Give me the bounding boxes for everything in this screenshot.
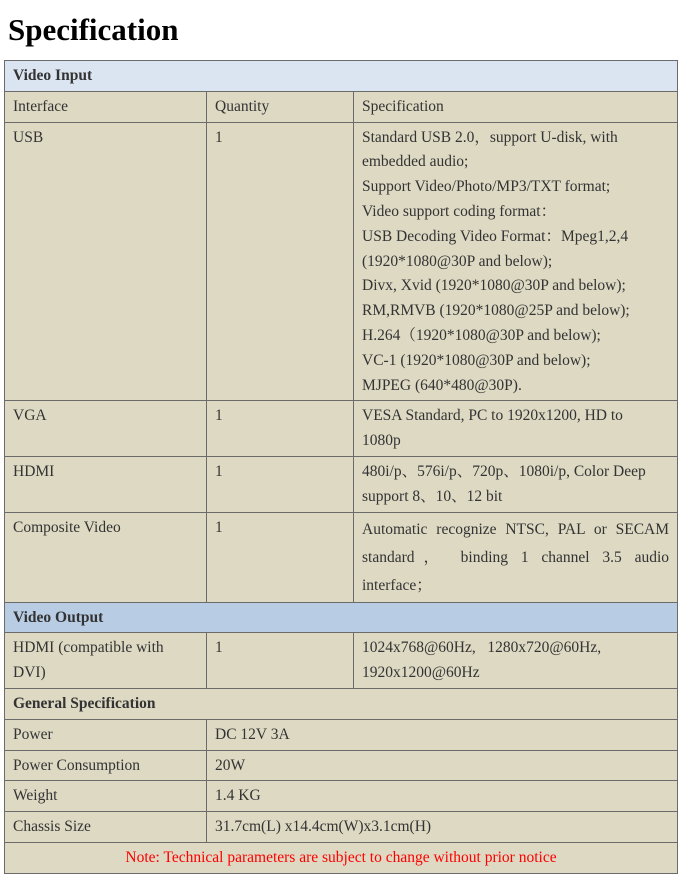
table-row-usb — [5, 122, 678, 401]
interface-cell — [5, 633, 207, 689]
specification-table — [4, 60, 678, 874]
specification-cell: Automatic recognize NTSC, PAL or SECAM standard， binding 1 channel 3.5 audio interface； — [354, 512, 678, 602]
spec-line: H.264（1920*1080@30P and below); — [362, 326, 601, 344]
interface-line: DVI) — [13, 664, 46, 682]
value-cell: 1.4 KG — [207, 781, 678, 812]
table-row-hdmi-output — [5, 633, 678, 689]
video-output-section-row — [5, 602, 678, 633]
spec-line: Divx, Xvid (1920*1080@30P and below); — [362, 277, 626, 295]
quantity-cell: 1 — [207, 633, 354, 689]
spec-line: 1920x1200@60Hz — [362, 664, 480, 682]
quantity-cell: 1 — [207, 456, 354, 512]
value-cell: DC 12V 3A — [207, 719, 678, 750]
note-row — [5, 842, 678, 873]
spec-line: 480i/p、576i/p、720p、1080i/p, Color Deep — [362, 462, 646, 480]
label-cell: Chassis Size — [5, 812, 207, 843]
label-cell: Power — [5, 719, 207, 750]
spec-line: VESA Standard, PC to 1920x1200, HD to — [362, 407, 623, 425]
video-input-section-title: Video Input — [5, 61, 678, 92]
quantity-cell: 1 — [207, 401, 354, 457]
specification-cell — [354, 401, 678, 457]
spec-line: USB Decoding Video Format：Mpeg1,2,4 — [362, 227, 629, 245]
interface-cell: USB — [5, 122, 207, 401]
table-row-power — [5, 719, 678, 750]
table-row-vga — [5, 401, 678, 457]
interface-cell: VGA — [5, 401, 207, 457]
quantity-cell: 1 — [207, 122, 354, 401]
page-title: Specification — [8, 12, 179, 47]
table-row-chassis-size — [5, 812, 678, 843]
spec-line: RM,RMVB (1920*1080@25P and below); — [362, 302, 630, 320]
spec-line: 1080p — [362, 432, 401, 450]
spec-line: Video support coding format： — [362, 202, 557, 220]
spec-line: support 8、10、12 bit — [362, 487, 503, 505]
label-cell: Power Consumption — [5, 750, 207, 781]
table-row-composite-video — [5, 512, 678, 602]
table-row-hdmi — [5, 456, 678, 512]
video-output-section-title: Video Output — [5, 602, 678, 633]
table-row-power-consumption — [5, 750, 678, 781]
quantity-cell: 1 — [207, 512, 354, 602]
video-input-section-row — [5, 61, 678, 92]
spec-line: Standard USB 2.0，support U-disk, with — [362, 128, 618, 146]
specification-cell — [354, 633, 678, 689]
interface-cell: HDMI — [5, 456, 207, 512]
interface-line: HDMI (compatible with — [13, 639, 164, 657]
general-section-title: General Specification — [5, 688, 678, 719]
general-section-row — [5, 688, 678, 719]
spec-line: 1024x768@60Hz, 1280x720@60Hz, — [362, 639, 602, 657]
value-cell: 31.7cm(L) x14.4cm(W)x3.1cm(H) — [207, 812, 678, 843]
label-cell: Weight — [5, 781, 207, 812]
specification-header: Specification — [354, 91, 678, 122]
spec-line: Support Video/Photo/MP3/TXT format; — [362, 178, 611, 196]
specification-cell — [354, 122, 678, 401]
specification-cell — [354, 456, 678, 512]
interface-header: Interface — [5, 91, 207, 122]
interface-cell: Composite Video — [5, 512, 207, 602]
column-header-row — [5, 91, 678, 122]
spec-line: embedded audio; — [362, 153, 469, 171]
note-text: Note: Technical parameters are subject to change without prior notice — [5, 842, 678, 873]
spec-line: MJPEG (640*480@30P). — [362, 376, 522, 394]
quantity-header: Quantity — [207, 91, 354, 122]
value-cell: 20W — [207, 750, 678, 781]
table-row-weight — [5, 781, 678, 812]
spec-line: VC-1 (1920*1080@30P and below); — [362, 351, 591, 369]
spec-line: (1920*1080@30P and below); — [362, 252, 553, 270]
